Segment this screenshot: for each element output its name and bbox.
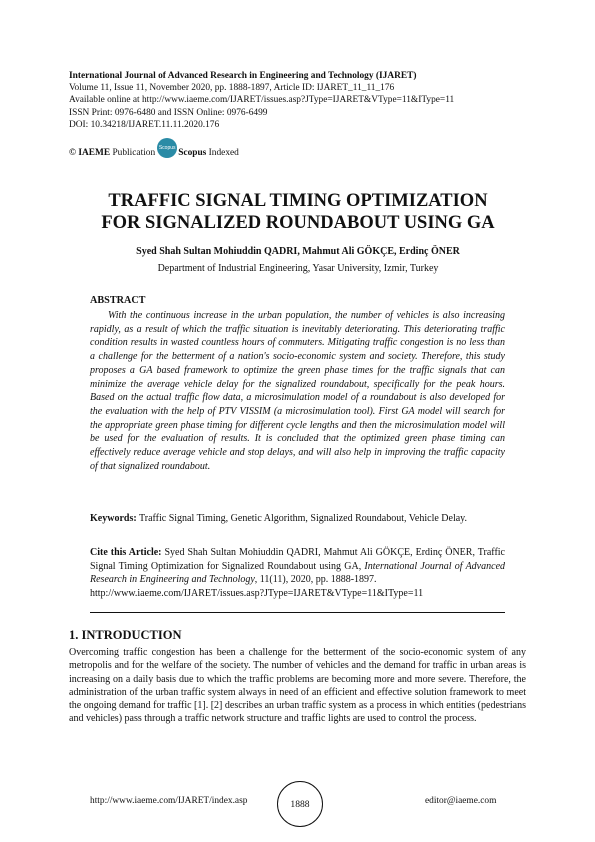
scopus-logo-text: Scopus xyxy=(158,145,176,151)
scopus-logo-icon xyxy=(157,138,177,158)
page-number-text: 1888 xyxy=(290,798,310,810)
keywords-text: Traffic Signal Timing, Genetic Algorithm, Signalized Roundabout, Vehicle Delay. xyxy=(136,513,468,524)
citation-details: , 11(11), 2020, pp. 1888-1897. xyxy=(254,574,377,586)
doi-line: DOI: 10.34218/IJARET.11.11.2020.176 xyxy=(69,119,220,130)
footer-email-link[interactable]: editor@iaeme.com xyxy=(425,796,497,806)
abstract-heading: ABSTRACT xyxy=(90,295,146,306)
citation xyxy=(90,546,505,601)
keywords xyxy=(90,512,505,526)
title-line-2: FOR SIGNALIZED ROUNDABOUT USING GA xyxy=(101,213,495,233)
abstract-text: With the continuous increase in the urban population, the number of vehicles is also increasing rapidly, as a result of which the traffic situation is inevitably deteriorating. This deteriorating traffic condition results in wasted countless hours of commuters. Mitigating traffic congestion is no less than a challenge for the betterment of a nation's socio-economic system and society. Therefore, this study proposes a GA based framework to optimize the green phase times for the traffic signals that can minimize the average vehicle delay for the signalized roundabout, specifically for the peak hours. Based on the actual traffic flow data, a microsimulation model of a roundabout is also developed for the evaluation with the help of PTV VISSIM (a microsimulation tool). First GA model will search for the appropriate green phase timing for different cycle lengths and then the microsimulation model will be used for the evaluation of results. It is concluded that the optimized green phase timing can effectively reduce average vehicle and stop delays, and will also help in improving the traffic capacity of that signalized roundabout. xyxy=(90,310,505,472)
citation-label: Cite this Article: xyxy=(90,547,162,558)
page-number xyxy=(277,781,323,827)
divider-rule xyxy=(90,612,505,613)
available-online-line[interactable]: Available online at http://www.iaeme.com/IJARET/issues.asp?JType=IJARET&VType=11&IType=11 xyxy=(69,95,455,106)
publisher-name: © IAEME xyxy=(69,148,111,158)
citation-text: Syed Shah Sultan Mohiuddin QADRI, Mahmut Ali GÖKÇE, Erdinç ÖNER, Traffic Signal Timing Optimization for Signalized Roundabout using GA, xyxy=(90,547,505,572)
citation-url-link[interactable]: http://www.iaeme.com/IJARET/issues.asp?JType=IJARET&VType=11&IType=11 xyxy=(90,588,424,600)
journal-header xyxy=(69,70,539,131)
publication-row xyxy=(69,145,239,158)
section-heading: 1. INTRODUCTION xyxy=(69,628,182,642)
volume-line: Volume 11, Issue 11, November 2020, pp. 1888-1897, Article ID: IJARET_11_11_176 xyxy=(69,83,395,94)
issn-line: ISSN Print: 0976-6480 and ISSN Online: 0976-6499 xyxy=(69,107,268,118)
citation-journal: International Journal of Advanced Research in Engineering and Technology xyxy=(90,560,506,586)
scopus-label: Scopus xyxy=(178,148,207,158)
authors: Syed Shah Sultan Mohiuddin QADRI, Mahmut Ali GÖKÇE, Erdinç ÖNER xyxy=(136,246,460,257)
section-body-text: Overcoming traffic congestion has been a challenge for the betterment of the socio-economic system of any metropolis and for the welfare of the society. The number of vehicles and the demand for traffic in urban areas is increasing on a daily basis due to which the traffic problems are becoming more and more severe. Therefore, the administration of the urban traffic system always in need of an efficient and effective solution framework to meet the ongoing demand for traffic [1]. [2] describes an urban traffic system as a process in which entities (pedestrians and vehicles) pass through a traffic network structure and traffic lights are used to control the process. xyxy=(69,647,526,725)
journal-name: International Journal of Advanced Research in Engineering and Technology (IJARET) xyxy=(69,71,417,81)
title-line-1: TRAFFIC SIGNAL TIMING OPTIMIZATION xyxy=(108,191,488,211)
paper-title xyxy=(60,190,536,234)
footer-url-link[interactable]: http://www.iaeme.com/IJARET/index.asp xyxy=(90,796,248,806)
affiliation: Department of Industrial Engineering, Yasar University, Izmir, Turkey xyxy=(157,263,439,274)
indexed-label: Indexed xyxy=(208,148,239,158)
publication-word: Publication xyxy=(112,148,156,158)
keywords-label: Keywords: xyxy=(90,513,137,524)
